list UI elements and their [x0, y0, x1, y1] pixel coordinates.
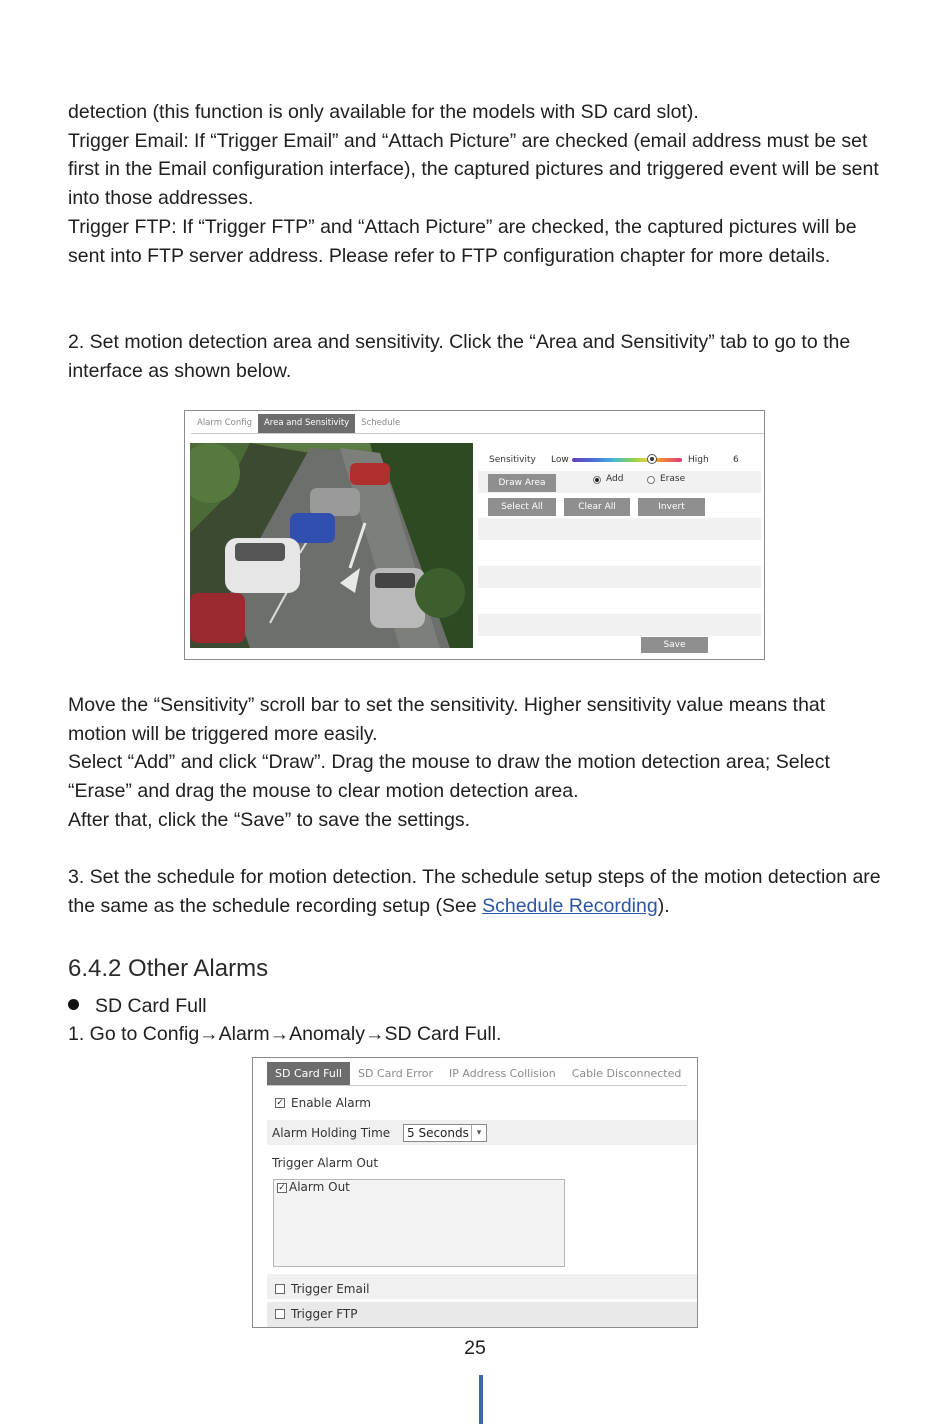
camera-preview-image: [190, 443, 473, 648]
screenshot1-tabs: [191, 414, 764, 434]
schedule-recording-link[interactable]: Schedule Recording: [482, 894, 658, 917]
invert-button[interactable]: Invert: [638, 498, 705, 516]
sensitivity-slider[interactable]: [572, 458, 682, 462]
trigger-alarm-out-label: Trigger Alarm Out: [272, 1156, 379, 1170]
holding-time-value: 5 Seconds: [407, 1126, 469, 1140]
tab-schedule[interactable]: Schedule: [361, 418, 401, 428]
page-number: 25: [464, 1337, 486, 1359]
step3-text-end: ).: [657, 894, 670, 917]
tab-cable-disconnected[interactable]: Cable Disconnected: [571, 1067, 682, 1080]
sensitivity-low-label: Low: [551, 455, 569, 465]
sensitivity-slider-handle[interactable]: [647, 454, 657, 464]
enable-alarm-label: Enable Alarm: [291, 1096, 371, 1110]
tab-alarm-config[interactable]: Alarm Config: [197, 418, 252, 428]
enable-alarm-checkbox[interactable]: ✓: [276, 1098, 284, 1108]
step3-text: 3. Set the schedule for motion detection. The schedule setup steps of the motion detection are the same as the schedule recording setup (See: [68, 866, 881, 917]
add-radio[interactable]: [593, 476, 601, 484]
sensitivity-value: 6: [733, 455, 739, 465]
alarm-out-checkbox[interactable]: ✓: [278, 1183, 286, 1193]
draw-instruction: Select “Add” and click “Draw”. Drag the mouse to draw the motion detection area; Select “Erase” and drag the mouse to clear motion detection area.: [68, 751, 830, 803]
page-marker-bar: [479, 1375, 483, 1424]
tab-sd-card-full[interactable]: SD Card Full: [267, 1062, 350, 1085]
step2-text: 2. Set motion detection area and sensitivity. Click the “Area and Sensitivity” tab to go to the interface as shown below.: [68, 331, 851, 382]
trigger-ftp-label: Trigger FTP: [291, 1307, 358, 1321]
panel-row-shade-2: [478, 566, 761, 588]
holding-time-select[interactable]: [403, 1124, 487, 1142]
save-instruction: After that, click the “Save” to save the settings.: [68, 808, 471, 831]
intro-line-3: Trigger FTP: If “Trigger FTP” and “Attach Picture” are checked, the captured pictures will be sent into FTP server address. Please refer to FTP configuration chapter for more details.: [68, 215, 857, 267]
holding-time-label: Alarm Holding Time: [272, 1126, 391, 1140]
section-heading: 6.4.2 Other Alarms: [68, 955, 269, 982]
erase-radio[interactable]: [647, 476, 655, 484]
screenshot2-tabs: [267, 1062, 687, 1086]
alarm-out-label: Alarm Out: [289, 1180, 350, 1194]
trigger-ftp-checkbox[interactable]: [275, 1309, 285, 1319]
sensitivity-instruction: Move the “Sensitivity” scroll bar to set the sensitivity. Higher sensitivity value means that motion will be triggered more easily.: [68, 694, 826, 745]
draw-area-button[interactable]: Draw Area: [488, 474, 556, 492]
trigger-email-label: Trigger Email: [291, 1282, 370, 1296]
chevron-down-icon: ▾: [471, 1125, 486, 1141]
sensitivity-high-label: High: [688, 455, 709, 465]
clear-all-button[interactable]: Clear All: [564, 498, 630, 516]
save-button[interactable]: Save: [641, 637, 708, 653]
intro-paragraph: [68, 98, 888, 270]
after-screenshot1-paragraph: [68, 691, 888, 835]
intro-line-1: detection (this function is only available for the models with SD card slot).: [68, 101, 699, 123]
bullet-text: SD Card Full: [95, 995, 207, 1017]
add-label: Add: [606, 474, 624, 484]
sd-card-full-screenshot: [252, 1057, 698, 1328]
panel-row-shade-3: [478, 614, 761, 636]
tab-area-sensitivity[interactable]: Area and Sensitivity: [258, 414, 355, 433]
sensitivity-label: Sensitivity: [489, 455, 536, 465]
trigger-email-checkbox[interactable]: [275, 1284, 285, 1294]
select-all-button[interactable]: Select All: [488, 498, 556, 516]
bullet-item: [68, 995, 207, 1018]
bullet-dot-icon: [68, 999, 79, 1010]
erase-label: Erase: [660, 474, 686, 484]
step1-text: 1. Go to Config→Alarm→Anomaly→SD Card Full.: [68, 1023, 502, 1045]
camera-preview[interactable]: [190, 443, 473, 648]
motion-area-screenshot: [184, 410, 765, 660]
tab-sd-card-error[interactable]: SD Card Error: [358, 1067, 433, 1080]
intro-line-2: Trigger Email: If “Trigger Email” and “Attach Picture” are checked (email address must be set first in the Email configuration interface), the captured pictures and triggered event will be sent into those addresses.: [68, 129, 879, 210]
panel-row-shade-1: [478, 518, 761, 540]
tab-ip-address-collision[interactable]: IP Address Collision: [449, 1067, 556, 1080]
step2-paragraph: [68, 328, 888, 385]
step3-paragraph: [68, 863, 888, 920]
